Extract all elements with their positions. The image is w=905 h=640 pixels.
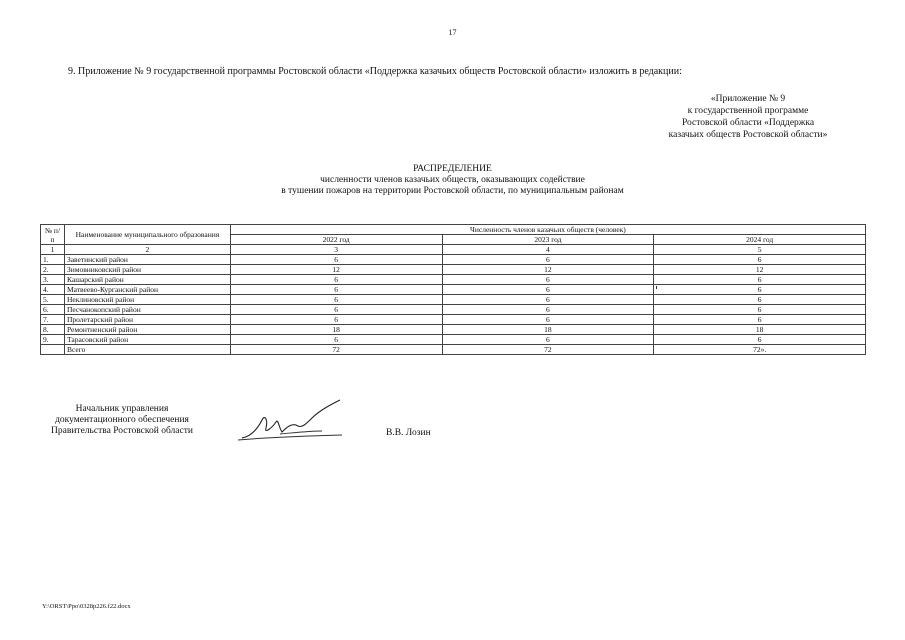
footer-file-path: Y:\ORST\Ppo\0328p226.f22.docx bbox=[42, 603, 131, 610]
signatory-title bbox=[36, 404, 208, 437]
row-name: Заветинский район bbox=[64, 255, 230, 265]
table-row bbox=[41, 285, 866, 295]
table-total-row bbox=[41, 345, 866, 355]
row-value-2022: 72 bbox=[230, 345, 442, 355]
table-header-row bbox=[41, 225, 866, 235]
row-value-2024: 6 bbox=[654, 335, 866, 345]
header-name: Наименование муниципального образования bbox=[64, 225, 230, 245]
signatory-name: В.В. Лозин bbox=[386, 428, 431, 438]
signatory-title-line: документационного обеспечения bbox=[55, 415, 189, 425]
col-number: 4 bbox=[442, 245, 654, 255]
row-value-2024: 72». bbox=[654, 345, 866, 355]
row-value-2024: 6 bbox=[654, 275, 866, 285]
row-name: Пролетарский район bbox=[64, 315, 230, 325]
row-num: 2. bbox=[41, 265, 65, 275]
table-row bbox=[41, 325, 866, 335]
row-value-2024: 12 bbox=[654, 265, 866, 275]
col-number: 2 bbox=[64, 245, 230, 255]
table-row bbox=[41, 315, 866, 325]
row-num: 1. bbox=[41, 255, 65, 265]
row-num: 7. bbox=[41, 315, 65, 325]
signatory-title-line: Правительства Ростовской области bbox=[51, 426, 193, 436]
row-value-2024: 6 bbox=[654, 295, 866, 305]
row-value-2024: 6 bbox=[654, 315, 866, 325]
row-value-2023: 12 bbox=[442, 265, 654, 275]
appendix-line: «Приложение № 9 bbox=[710, 94, 786, 104]
table-row bbox=[41, 295, 866, 305]
row-num: 8. bbox=[41, 325, 65, 335]
row-value-2022: 18 bbox=[230, 325, 442, 335]
row-value-2024: 18 bbox=[654, 325, 866, 335]
row-value-2024: 6 bbox=[654, 255, 866, 265]
row-value-2022: 6 bbox=[230, 255, 442, 265]
row-value-2022: 6 bbox=[230, 295, 442, 305]
row-name: Кашарский район bbox=[64, 275, 230, 285]
row-value-2022: 6 bbox=[230, 275, 442, 285]
row-name: Ремонтненский район bbox=[64, 325, 230, 335]
row-num: 5. bbox=[41, 295, 65, 305]
title-line: в тушении пожаров на территории Ростовской области, по муниципальным районам bbox=[281, 186, 624, 196]
row-name: Неклиновский район bbox=[64, 295, 230, 305]
row-value-2023: 6 bbox=[442, 315, 654, 325]
row-num: 3. bbox=[41, 275, 65, 285]
row-value-2024: 6 bbox=[654, 305, 866, 315]
table-row bbox=[41, 275, 866, 285]
distribution-table bbox=[40, 224, 866, 355]
intro-paragraph: 9. Приложение № 9 государственной программы Ростовской области «Поддержка казачьих обществ Ростовской области» изложить в редакции: bbox=[68, 66, 682, 77]
row-value-2023: 72 bbox=[442, 345, 654, 355]
document-title bbox=[0, 164, 905, 197]
header-group: Численность членов казачьих обществ (человек) bbox=[230, 225, 865, 235]
row-value-2023: 18 bbox=[442, 325, 654, 335]
row-value-2022: 6 bbox=[230, 315, 442, 325]
appendix-heading bbox=[633, 93, 863, 141]
row-value-2023: 6 bbox=[442, 275, 654, 285]
row-value-2023: 6 bbox=[442, 285, 654, 295]
row-value-2022: 6 bbox=[230, 335, 442, 345]
table-row bbox=[41, 305, 866, 315]
signature-image bbox=[232, 398, 352, 448]
row-value-2023: 6 bbox=[442, 255, 654, 265]
signatory-title-line: Начальник управления bbox=[75, 404, 169, 414]
header-year-2022: 2022 год bbox=[230, 235, 442, 245]
col-number: 3 bbox=[230, 245, 442, 255]
appendix-line: Ростовской области «Поддержка bbox=[681, 118, 815, 128]
row-value-2023: 6 bbox=[442, 305, 654, 315]
appendix-line: к государственной программе bbox=[687, 106, 809, 116]
title-line: численности членов казачьих обществ, оказывающих содействие bbox=[320, 175, 585, 185]
table-row bbox=[41, 255, 866, 265]
header-year-2024: 2024 год bbox=[654, 235, 866, 245]
row-num: 6. bbox=[41, 305, 65, 315]
row-num bbox=[41, 345, 65, 355]
title-line: РАСПРЕДЕЛЕНИЕ bbox=[413, 164, 492, 174]
row-name: Зимовниковский район bbox=[64, 265, 230, 275]
appendix-line: казачьих обществ Ростовской области» bbox=[668, 130, 828, 140]
row-name: Тарасовский район bbox=[64, 335, 230, 345]
row-name: Всего bbox=[64, 345, 230, 355]
row-num: 9. bbox=[41, 335, 65, 345]
row-name: Песчанокопский район bbox=[64, 305, 230, 315]
row-value-2023: 6 bbox=[442, 295, 654, 305]
col-number: 1 bbox=[41, 245, 65, 255]
col-number: 5 bbox=[654, 245, 866, 255]
row-name: Матвеево-Курганский район bbox=[64, 285, 230, 295]
row-num: 4. bbox=[41, 285, 65, 295]
row-value-2022: 6 bbox=[230, 285, 442, 295]
column-number-row bbox=[41, 245, 866, 255]
header-num: № п/п bbox=[41, 225, 65, 245]
header-year-2023: 2023 год bbox=[442, 235, 654, 245]
table-row bbox=[41, 335, 866, 345]
row-value-2024: 6 bbox=[654, 285, 866, 295]
row-value-2022: 6 bbox=[230, 305, 442, 315]
row-value-2022: 12 bbox=[230, 265, 442, 275]
table-row bbox=[41, 265, 866, 275]
stray-mark bbox=[656, 286, 657, 289]
row-value-2023: 6 bbox=[442, 335, 654, 345]
page-number: 17 bbox=[448, 28, 457, 37]
